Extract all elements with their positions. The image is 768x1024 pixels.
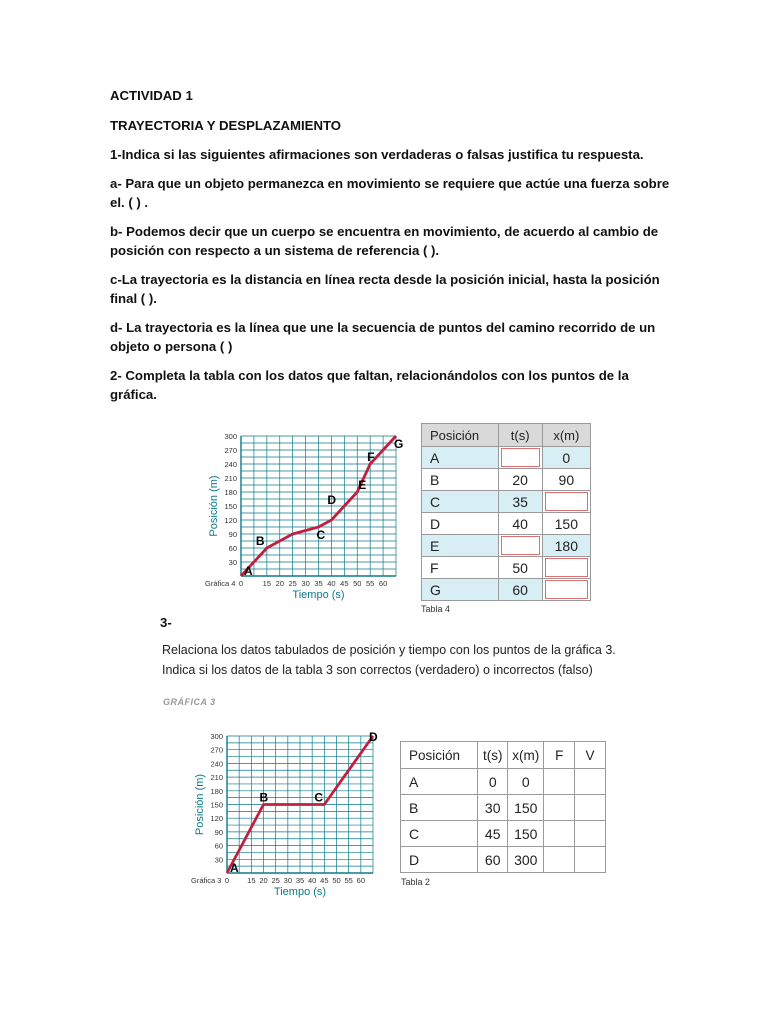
x-tick-label: 35 — [314, 579, 323, 588]
x-tick-label: 30 — [283, 876, 293, 885]
point-label-d: D — [369, 730, 378, 744]
x-tick-label: 15 — [247, 876, 256, 885]
question-3-number: 3- — [160, 615, 172, 630]
graph-4 — [196, 424, 411, 614]
table-4-header-position-m: x(m) — [542, 424, 590, 447]
graph-3-heading: GRÁFICA 3 — [163, 697, 216, 707]
table-cell: 20 — [498, 469, 542, 491]
table-row — [422, 579, 591, 601]
table-cell: 60 — [478, 847, 508, 873]
y-tick-label: 90 — [228, 530, 237, 539]
table-cell: 0 — [508, 769, 544, 795]
table-cell: 180 — [542, 535, 590, 557]
point-label-a: A — [230, 861, 239, 875]
y-tick-label: 120 — [224, 516, 237, 525]
point-label-g: G — [394, 437, 404, 451]
y-tick-label: 300 — [224, 432, 237, 441]
table-cell: 0 — [542, 447, 590, 469]
point-label-d: D — [327, 493, 337, 507]
y-tick-label: 150 — [210, 800, 223, 810]
table-4-header-time: t(s) — [498, 424, 542, 447]
y-tick-label: 240 — [210, 759, 223, 769]
blank-cell[interactable] — [498, 535, 542, 557]
answer-cell-true[interactable] — [575, 769, 606, 795]
table-2 — [400, 741, 606, 873]
answer-cell-false[interactable] — [544, 821, 575, 847]
x-tick-label: 20 — [275, 579, 284, 588]
x-tick-label: 40 — [307, 876, 317, 885]
y-tick-label: 150 — [224, 502, 237, 511]
graph-3-svg — [180, 726, 395, 906]
x-tick-label: 50 — [353, 579, 362, 588]
table-cell: 45 — [478, 821, 508, 847]
x-tick-label: 25 — [271, 876, 280, 885]
answer-cell-true[interactable] — [575, 821, 606, 847]
x-axis-label: Tiempo (s) — [292, 589, 345, 601]
table-4-caption: Tabla 4 — [421, 604, 451, 614]
table-cell: 150 — [508, 795, 544, 821]
table-4 — [421, 423, 591, 601]
x-tick-label: 55 — [365, 579, 375, 588]
question-1: 1-Indica si las siguientes afirmaciones son verdaderas o falsas justifica tu respuesta. — [110, 147, 644, 162]
table-2-header-true: V — [575, 742, 606, 769]
point-label-b: B — [259, 790, 269, 805]
question-3-line-1: Relaciona los datos tabulados de posición y tiempo con los puntos de la gráfica 3. — [162, 643, 616, 657]
x-tick-label: 30 — [301, 579, 310, 588]
x-tick-label: 50 — [332, 876, 341, 885]
answer-cell-false[interactable] — [544, 795, 575, 821]
point-label-c: C — [316, 528, 326, 542]
y-tick-label: 240 — [224, 460, 237, 469]
x-tick-label: 0 — [238, 579, 244, 588]
table-row — [422, 491, 591, 513]
y-tick-label: 270 — [210, 745, 223, 755]
x-tick-label: 60 — [378, 579, 388, 588]
x-tick-label: 45 — [340, 579, 349, 588]
point-label-b: B — [255, 534, 265, 548]
blank-cell[interactable] — [542, 579, 590, 601]
point-label-f: F — [367, 450, 375, 464]
y-tick-label: 30 — [228, 558, 237, 567]
table-cell: 150 — [542, 513, 590, 535]
table-cell: 35 — [498, 491, 542, 513]
table-cell: D — [422, 513, 499, 535]
x-tick-label: 40 — [327, 579, 336, 588]
table-cell: 300 — [508, 847, 544, 873]
answer-cell-true[interactable] — [575, 847, 606, 873]
table-cell: 30 — [478, 795, 508, 821]
point-label-e: E — [358, 478, 367, 492]
point-label-c: C — [314, 790, 324, 805]
table-cell: 90 — [542, 469, 590, 491]
table-row — [401, 795, 606, 821]
x-tick-label: 60 — [356, 876, 366, 885]
table-cell: D — [401, 847, 478, 873]
y-axis-label: Posición (m) — [194, 773, 206, 836]
table-2-header-position-m: x(m) — [508, 742, 544, 769]
y-tick-label: 120 — [210, 814, 223, 824]
table-2-header-position: Posición — [401, 742, 478, 769]
y-tick-label: 300 — [210, 732, 223, 741]
question-d: d- La trayectoria es la línea que une la secuencia de puntos del camino recorrido de un objeto o persona ( ) — [110, 320, 656, 354]
y-tick-label: 210 — [210, 773, 223, 783]
y-tick-label: 90 — [214, 827, 223, 837]
x-tick-label: 35 — [295, 876, 305, 885]
blank-cell[interactable] — [498, 447, 542, 469]
table-cell: F — [422, 557, 499, 579]
table-cell: A — [401, 769, 478, 795]
point-label-a: A — [244, 564, 253, 578]
x-tick-label: 20 — [259, 876, 268, 885]
table-2-caption: Tabla 2 — [401, 877, 431, 887]
table-cell: B — [401, 795, 478, 821]
y-axis-label: Posición (m) — [208, 475, 220, 537]
table-4-header-position: Posición — [422, 424, 499, 447]
table-row — [422, 447, 591, 469]
y-tick-label: 60 — [214, 841, 223, 851]
blank-cell[interactable] — [542, 491, 590, 513]
y-tick-label: 180 — [224, 488, 237, 497]
x-tick-label: 55 — [344, 876, 353, 885]
chart-title: Gráfica 4 — [205, 579, 236, 588]
table-cell: 150 — [508, 821, 544, 847]
question-3-line-2: Indica si los datos de la tabla 3 son correctos (verdadero) o incorrectos (falso) — [162, 663, 593, 677]
x-tick-label: 25 — [288, 579, 297, 588]
y-tick-label: 30 — [214, 855, 223, 865]
table-cell: B — [422, 469, 499, 491]
x-tick-label: 15 — [262, 579, 272, 588]
table-row — [401, 769, 606, 795]
table-cell: 0 — [478, 769, 508, 795]
blank-cell[interactable] — [542, 557, 590, 579]
answer-cell-false[interactable] — [544, 847, 575, 873]
table-cell: C — [401, 821, 478, 847]
table-cell: A — [422, 447, 499, 469]
y-tick-label: 180 — [210, 786, 223, 796]
question-2: 2- Completa la tabla con los datos que faltan, relacionándolos con los puntos de la gráfica. — [110, 368, 629, 402]
table-row — [422, 557, 591, 579]
question-b: b- Podemos decir que un cuerpo se encuentra en movimiento, de acuerdo al cambio de posición con respecto a un sistema de referencia ( ). — [110, 224, 659, 258]
y-tick-label: 210 — [224, 474, 237, 483]
answer-cell-false[interactable] — [544, 769, 575, 795]
table-cell: G — [422, 579, 499, 601]
table-2-header-false: F — [544, 742, 575, 769]
question-c: c-La trayectoria es la distancia en línea recta desde la posición inicial, hasta la posición final ( ). — [110, 272, 660, 306]
graph-3 — [180, 726, 395, 906]
table-row — [422, 513, 591, 535]
table-cell: 60 — [498, 579, 542, 601]
graph-4-svg — [196, 424, 411, 614]
x-tick-label: 45 — [320, 876, 329, 885]
x-axis-label: Tiempo (s) — [273, 886, 327, 898]
activity-title: ACTIVIDAD 1 — [110, 88, 193, 103]
question-a: a- Para que un objeto permanezca en movimiento se requiere que actúe una fuerza sobre el. ( ) . — [110, 176, 670, 210]
x-tick-label: 0 — [224, 876, 230, 885]
y-tick-label: 270 — [224, 446, 237, 455]
answer-cell-true[interactable] — [575, 795, 606, 821]
table-cell: E — [422, 535, 499, 557]
table-cell: C — [422, 491, 499, 513]
y-tick-label: 60 — [228, 544, 237, 553]
table-2-header-time: t(s) — [478, 742, 508, 769]
table-row — [401, 847, 606, 873]
table-row — [422, 469, 591, 491]
activity-subtitle: TRAYECTORIA Y DESPLAZAMIENTO — [110, 118, 342, 133]
table-cell: 40 — [498, 513, 542, 535]
table-row — [422, 535, 591, 557]
chart-title: Gráfica 3 — [191, 876, 222, 885]
table-cell: 50 — [498, 557, 542, 579]
table-row — [401, 821, 606, 847]
